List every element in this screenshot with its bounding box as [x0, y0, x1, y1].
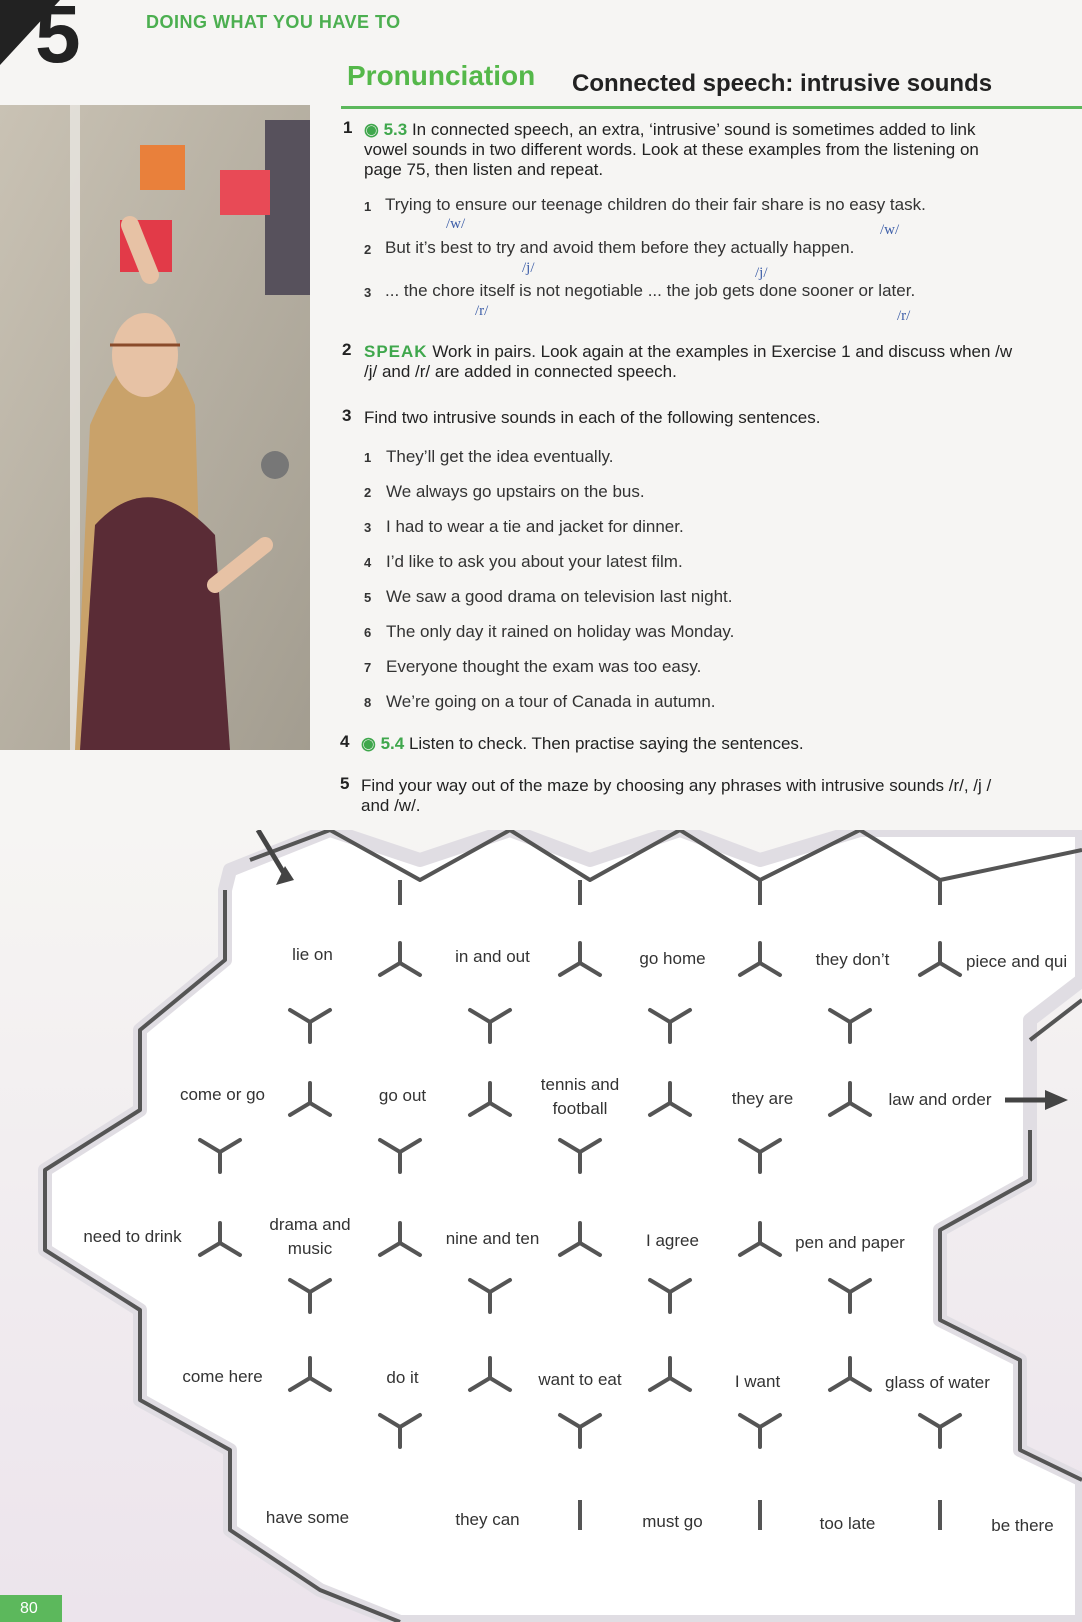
- maze-cell[interactable]: lie on: [292, 945, 333, 964]
- maze-cell[interactable]: want to eat: [538, 1370, 622, 1389]
- ex1-item-number: 1: [364, 199, 372, 214]
- ex3-number: 3: [342, 406, 352, 425]
- maze-cell[interactable]: go out: [378, 1086, 427, 1105]
- maze-cell[interactable]: be there: [991, 1516, 1054, 1535]
- maze-cell[interactable]: go home: [639, 949, 706, 968]
- ex3-item-number: 5: [364, 590, 372, 605]
- ex3-item-text: They’ll get the idea eventually.: [386, 447, 614, 466]
- maze-cell[interactable]: pen and paper: [795, 1233, 905, 1252]
- maze-cell[interactable]: drama and music: [269, 1215, 351, 1258]
- ex1-item-text: But it’s best to try and avoid them before they actually happen.: [385, 238, 855, 257]
- ex1-item-text: Trying to ensure our teenage children do their fair share is no easy task.: [385, 195, 926, 214]
- ex3-item-text: The only day it rained on holiday was Monday.: [386, 622, 735, 641]
- phonetic-label: /j/: [522, 260, 535, 276]
- ex3-item-number: 4: [364, 555, 372, 570]
- ex3-instructions: Find two intrusive sounds in each of the following sentences.: [364, 408, 821, 427]
- ex1-audio-track[interactable]: 5.3: [383, 120, 408, 139]
- ex3-item-text: I had to wear a tie and jacket for dinner.: [386, 517, 684, 536]
- ex1-item-number: 2: [364, 242, 372, 257]
- ex3-item-number: 3: [364, 520, 372, 535]
- maze-cell[interactable]: they can: [455, 1510, 520, 1529]
- unit-badge: [0, 0, 95, 70]
- ex3-item-text: Everyone thought the exam was too easy.: [386, 657, 702, 676]
- ex3-item-number: 2: [364, 485, 372, 500]
- photo-woman-at-glass-board: [0, 105, 310, 750]
- maze-cell[interactable]: in and out: [455, 947, 530, 966]
- ex1-number: 1: [343, 118, 353, 137]
- ex1-item-text: ... the chore itself is not negotiable ... the job gets done sooner or later.: [385, 281, 916, 300]
- ex5-instructions: [361, 776, 1082, 816]
- phonetic-label: /r/: [897, 308, 911, 324]
- ex2-number: 2: [342, 340, 352, 359]
- maze-cell[interactable]: come here: [182, 1367, 263, 1386]
- ex2-line-1: Work in pairs. Look again at the examples in Exercise 1 and discuss when /w: [432, 342, 1013, 361]
- maze-cell[interactable]: I agree: [646, 1231, 699, 1250]
- ex2-line-2: /j/ and /r/ are added in connected speech.: [364, 362, 677, 381]
- ex1-item-number: 3: [364, 285, 372, 300]
- audio-icon[interactable]: ◉: [361, 734, 381, 753]
- ex3-item-text: We always go upstairs on the bus.: [386, 482, 645, 501]
- ex3-item-text: We’re going on a tour of Canada in autumn.: [386, 692, 716, 711]
- ex3-item-text: I’d like to ask you about your latest film.: [386, 552, 683, 571]
- maze-cell[interactable]: they are: [731, 1089, 794, 1108]
- maze-cell[interactable]: do it: [386, 1368, 419, 1387]
- maze-cell[interactable]: too late: [819, 1514, 876, 1533]
- ex4-text: Listen to check. Then practise saying the sentences.: [408, 734, 804, 753]
- ex5-line-2: and /w/.: [361, 796, 421, 815]
- speak-tag: SPEAK: [364, 342, 428, 361]
- maze-cell[interactable]: must go: [642, 1512, 703, 1531]
- maze-cell[interactable]: have some: [265, 1508, 350, 1527]
- ex1-line-1: In connected speech, an extra, ‘intrusive’ sound is sometimes added to link: [411, 120, 976, 139]
- ex3-item-number: 7: [364, 660, 372, 675]
- section-label: Pronunciation: [347, 60, 536, 91]
- maze-cell[interactable]: glass of water: [885, 1373, 990, 1392]
- section-title: Connected speech: intrusive sounds: [572, 70, 993, 97]
- phonetic-label: /w/: [446, 216, 466, 232]
- maze-cell[interactable]: law and order: [888, 1090, 992, 1109]
- maze-cell[interactable]: I want: [734, 1372, 781, 1391]
- ex4-instructions: [361, 734, 804, 754]
- ex1-instructions: [364, 120, 1076, 180]
- ex5-line-1: Find your way out of the maze by choosing any phrases with intrusive sounds /r/, /j /: [361, 776, 992, 795]
- maze-cell[interactable]: nine and ten: [445, 1229, 540, 1248]
- ex4-number: 4: [340, 732, 350, 751]
- ex5-number: 5: [340, 774, 350, 793]
- page-number: 80: [0, 1595, 62, 1622]
- ex1-line-3: page 75, then listen and repeat.: [364, 160, 604, 179]
- section-rule: [341, 106, 1082, 109]
- ex3-item-text: We saw a good drama on television last night.: [386, 587, 733, 606]
- ex3-item-number: 1: [364, 450, 372, 465]
- maze-cell[interactable]: piece and qui: [966, 952, 1068, 971]
- maze-cell[interactable]: they don’t: [815, 950, 890, 969]
- ex1-line-2: vowel sounds in two different words. Look at these examples from the listening on: [364, 140, 979, 159]
- unit-number: 5: [35, 0, 81, 70]
- ex3-item-number: 6: [364, 625, 372, 640]
- phonetic-label: /j/: [755, 265, 768, 281]
- unit-title: DOING WHAT YOU HAVE TO: [146, 12, 401, 32]
- maze-cell[interactable]: come or go: [179, 1085, 266, 1104]
- phonetic-label: /r/: [475, 303, 489, 319]
- ex2-instructions: [364, 342, 1082, 382]
- phonetic-label: /w/: [880, 222, 900, 238]
- ex3-item-number: 8: [364, 695, 372, 710]
- maze-cell[interactable]: need to drink: [83, 1227, 182, 1246]
- maze-cell[interactable]: tennis and football: [540, 1075, 620, 1118]
- ex4-audio-track[interactable]: 5.4: [380, 734, 405, 753]
- audio-icon[interactable]: ◉: [364, 120, 384, 139]
